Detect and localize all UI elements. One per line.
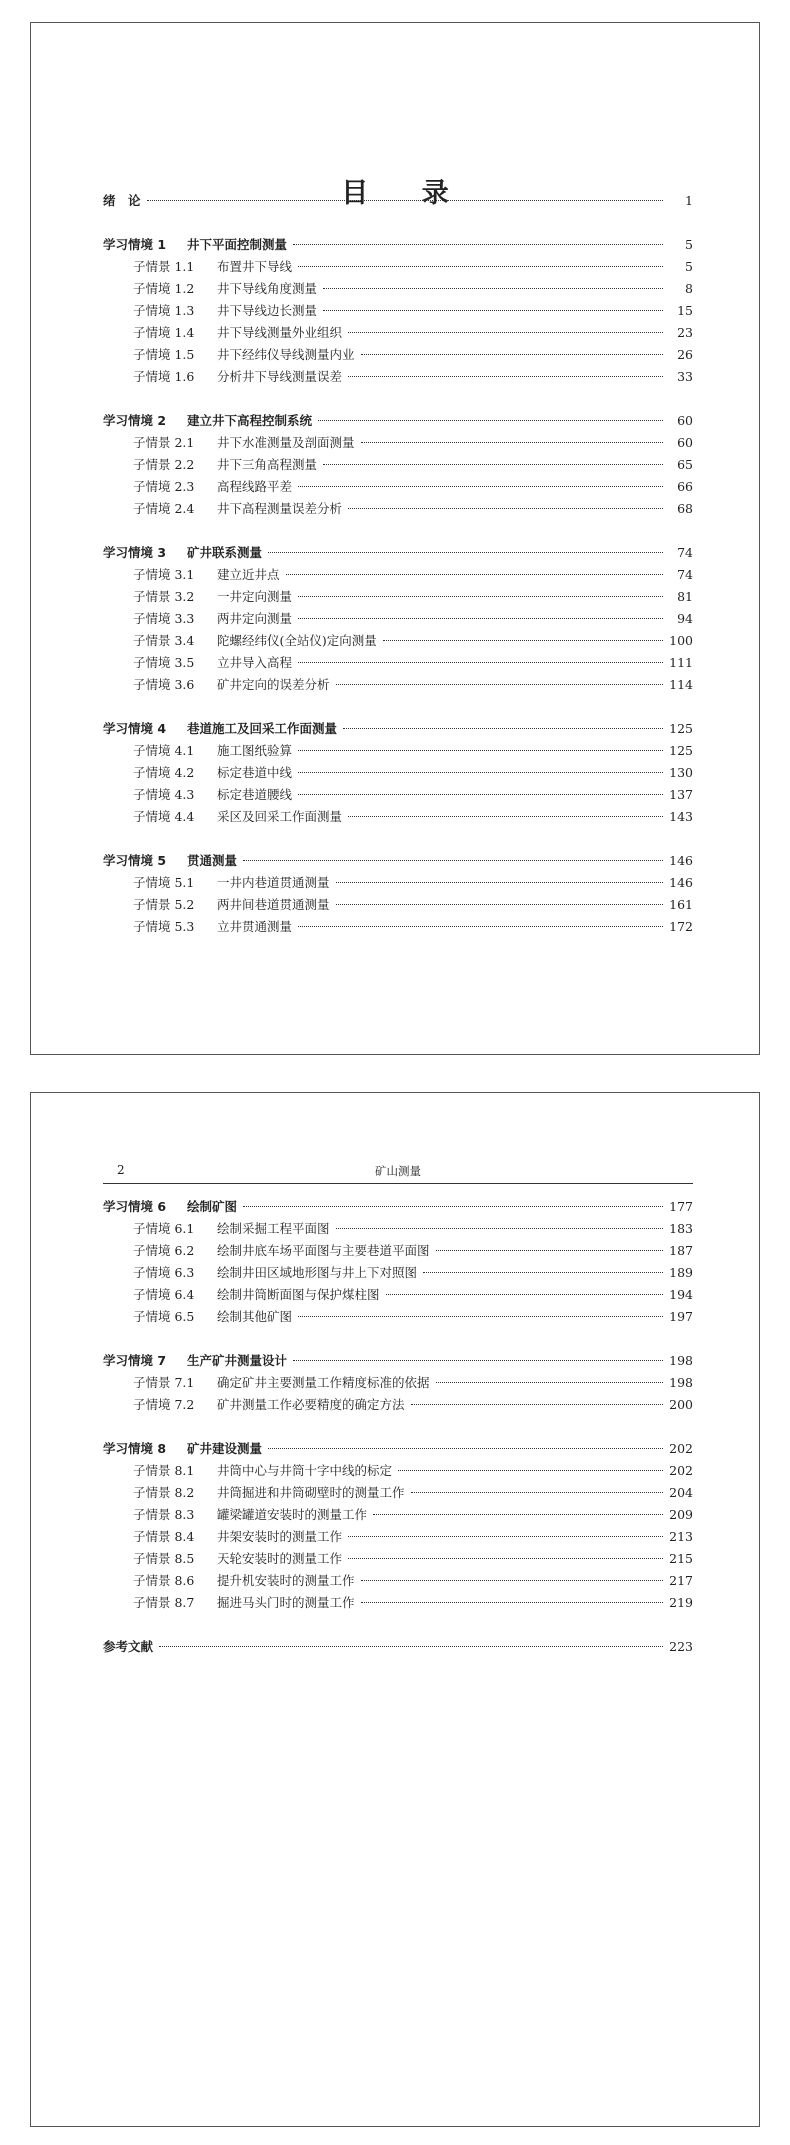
dot-leader <box>147 200 663 201</box>
toc-group <box>103 542 693 696</box>
dot-leader <box>298 750 663 751</box>
entry-title: 井下经纬仪导线测量内业 <box>217 347 355 362</box>
entry-label: 子情境 5.1 <box>133 875 195 890</box>
entry-page-number: 143 <box>669 809 693 824</box>
toc-group <box>103 234 693 388</box>
toc-chapter-entry[interactable] <box>103 1350 693 1372</box>
toc-section-entry[interactable] <box>103 256 693 278</box>
entry-label: 学习情境 5 <box>103 853 167 868</box>
toc-group <box>103 410 693 520</box>
toc-section-entry[interactable] <box>103 1394 693 1416</box>
toc-chapter-entry[interactable] <box>103 850 693 872</box>
entry-page-number: 94 <box>677 611 693 626</box>
toc-section-entry[interactable] <box>103 1526 693 1548</box>
entry-page-number: 183 <box>669 1221 693 1236</box>
entry-title: 井下平面控制测量 <box>187 237 288 252</box>
entry-label: 子情境 7.2 <box>133 1397 195 1412</box>
entry-page-number: 137 <box>669 787 693 802</box>
entry-title: 绘制井底车场平面图与主要巷道平面图 <box>217 1243 430 1258</box>
entry-page-number: 200 <box>669 1397 693 1412</box>
entry-label: 学习情境 7 <box>103 1353 167 1368</box>
entry-title: 立井导入高程 <box>217 655 293 670</box>
entry-title: 井筒掘进和井筒砌壁时的测量工作 <box>217 1485 405 1500</box>
entry-title: 井筒中心与井筒十字中线的标定 <box>217 1463 393 1478</box>
toc-section-entry[interactable] <box>103 278 693 300</box>
dot-leader <box>398 1470 663 1471</box>
toc-section-entry[interactable] <box>103 872 693 894</box>
entry-page-number: 8 <box>685 281 693 296</box>
dot-leader <box>361 1602 663 1603</box>
entry-label: 子情景 3.4 <box>133 633 195 648</box>
dot-leader <box>436 1250 663 1251</box>
entry-page-number: 202 <box>669 1441 693 1456</box>
dot-leader <box>348 376 663 377</box>
entry-title: 绘制井筒断面图与保护煤柱图 <box>217 1287 380 1302</box>
entry-page-number: 177 <box>669 1199 693 1214</box>
entry-label: 子情境 6.1 <box>133 1221 195 1236</box>
dot-leader <box>293 1360 663 1361</box>
toc-section-entry[interactable] <box>103 630 693 652</box>
dot-leader <box>318 420 663 421</box>
toc-heading: 目 录 <box>341 178 471 209</box>
toc-section-entry[interactable] <box>103 1372 693 1394</box>
dot-leader <box>286 574 663 575</box>
entry-page-number: 219 <box>669 1595 693 1610</box>
entry-title: 矿井建设测量 <box>187 1441 263 1456</box>
entry-label: 子情境 6.5 <box>133 1309 195 1324</box>
toc-chapter-entry[interactable] <box>103 1196 693 1218</box>
entry-page-number: 217 <box>669 1573 693 1588</box>
entry-page-number: 189 <box>669 1265 693 1280</box>
entry-title: 绘制井田区域地形图与井上下对照图 <box>217 1265 418 1280</box>
entry-page-number: 172 <box>669 919 693 934</box>
toc-section-entry[interactable] <box>103 1240 693 1262</box>
toc-chapter-entry[interactable] <box>103 718 693 740</box>
entry-label: 子情景 2.2 <box>133 457 195 472</box>
entry-title: 布置井下导线 <box>217 259 293 274</box>
entry-page-number: 198 <box>669 1353 693 1368</box>
dot-leader <box>298 596 663 597</box>
entry-page-number: 23 <box>677 325 693 340</box>
dot-leader <box>298 1316 663 1317</box>
entry-page-number: 1 <box>685 193 693 208</box>
entry-title: 天轮安装时的测量工作 <box>217 1551 343 1566</box>
entry-title: 绘制其他矿图 <box>217 1309 293 1324</box>
entry-page-number: 194 <box>669 1287 693 1302</box>
entry-label: 子情境 4.3 <box>133 787 195 802</box>
entry-title: 绘制矿图 <box>187 1199 238 1214</box>
toc-chapter-entry[interactable] <box>103 190 693 212</box>
toc-section-entry[interactable] <box>103 322 693 344</box>
entry-page-number: 5 <box>685 259 693 274</box>
entry-page-number: 198 <box>669 1375 693 1390</box>
dot-leader <box>383 640 663 641</box>
toc-section-entry[interactable] <box>103 366 693 388</box>
entry-page-number: 125 <box>669 743 693 758</box>
entry-page-number: 114 <box>669 677 693 692</box>
dot-leader <box>323 288 663 289</box>
entry-label: 子情境 3.6 <box>133 677 195 692</box>
entry-label: 子情境 6.4 <box>133 1287 195 1302</box>
entry-page-number: 161 <box>669 897 693 912</box>
toc-section-entry[interactable] <box>103 1548 693 1570</box>
entry-page-number: 215 <box>669 1551 693 1566</box>
entry-page-number: 125 <box>669 721 693 736</box>
entry-title: 分析井下导线测量误差 <box>217 369 343 384</box>
entry-page-number: 81 <box>677 589 693 604</box>
entry-label: 学习情境 1 <box>103 237 167 252</box>
toc-section-entry[interactable] <box>103 1306 693 1328</box>
entry-title: 标定巷道中线 <box>217 765 293 780</box>
toc-section-entry[interactable] <box>103 894 693 916</box>
entry-title: 矿井测量工作必要精度的确定方法 <box>217 1397 405 1412</box>
entry-title: 建立井下高程控制系统 <box>187 413 313 428</box>
entry-title: 绘制采掘工程平面图 <box>217 1221 330 1236</box>
dot-leader <box>361 1580 663 1581</box>
entry-title: 参考文献 <box>103 1639 154 1654</box>
entry-title: 井下水准测量及剖面测量 <box>217 435 355 450</box>
entry-label: 子情景 5.2 <box>133 897 195 912</box>
dot-leader <box>243 1206 663 1207</box>
toc-group <box>103 190 693 212</box>
entry-page-number: 26 <box>677 347 693 362</box>
entry-page-number: 130 <box>669 765 693 780</box>
dot-leader <box>348 1536 663 1537</box>
entry-label: 子情景 8.4 <box>133 1529 195 1544</box>
entry-page-number: 66 <box>677 479 693 494</box>
toc-section-entry[interactable] <box>103 1504 693 1526</box>
entry-label: 学习情境 4 <box>103 721 167 736</box>
toc-section-entry[interactable] <box>103 454 693 476</box>
entry-title: 井下导线测量外业组织 <box>217 325 343 340</box>
entry-label: 子情境 2.3 <box>133 479 195 494</box>
dot-leader <box>343 728 663 729</box>
entry-title: 标定巷道腰线 <box>217 787 293 802</box>
toc-section-entry[interactable] <box>103 1284 693 1306</box>
entry-title: 提升机安装时的测量工作 <box>217 1573 355 1588</box>
entry-title: 掘进马头门时的测量工作 <box>217 1595 355 1610</box>
toc-group <box>103 1196 693 1328</box>
entry-label: 子情境 6.3 <box>133 1265 195 1280</box>
entry-label: 子情境 1.3 <box>133 303 195 318</box>
entry-label: 子情景 1.1 <box>133 259 195 274</box>
entry-page-number: 209 <box>669 1507 693 1522</box>
entry-title: 一井定向测量 <box>217 589 293 604</box>
dot-leader <box>348 508 663 509</box>
entry-page-number: 60 <box>677 413 693 428</box>
entry-page-number: 15 <box>677 303 693 318</box>
toc-section-entry[interactable] <box>103 476 693 498</box>
entry-label: 学习情境 3 <box>103 545 167 560</box>
toc-group <box>103 850 693 938</box>
entry-title: 高程线路平差 <box>217 479 293 494</box>
dot-leader <box>159 1646 663 1647</box>
entry-page-number: 33 <box>677 369 693 384</box>
dot-leader <box>293 244 663 245</box>
entry-label: 子情景 2.1 <box>133 435 195 450</box>
entry-label: 子情境 6.2 <box>133 1243 195 1258</box>
entry-label: 学习情境 6 <box>103 1199 167 1214</box>
toc-section-entry[interactable] <box>103 608 693 630</box>
entry-label: 子情境 4.1 <box>133 743 195 758</box>
toc-chapter-entry[interactable] <box>103 1438 693 1460</box>
entry-title: 施工图纸验算 <box>217 743 293 758</box>
toc-group <box>103 1350 693 1416</box>
dot-leader <box>348 1558 663 1559</box>
toc-section-entry[interactable] <box>103 806 693 828</box>
entry-title: 立井贯通测量 <box>217 919 293 934</box>
entry-page-number: 223 <box>669 1639 693 1654</box>
entry-page-number: 146 <box>669 875 693 890</box>
dot-leader <box>411 1492 663 1493</box>
dot-leader <box>336 684 663 685</box>
dot-leader <box>386 1294 663 1295</box>
header-book-title: 矿山测量 <box>375 1164 421 1178</box>
dot-leader <box>361 354 663 355</box>
toc-section-entry[interactable] <box>103 586 693 608</box>
entry-page-number: 68 <box>677 501 693 516</box>
dot-leader <box>298 662 663 663</box>
toc-chapter-entry[interactable] <box>103 410 693 432</box>
entry-page-number: 146 <box>669 853 693 868</box>
dot-leader <box>411 1404 663 1405</box>
toc-section-entry[interactable] <box>103 498 693 520</box>
dot-leader <box>323 310 663 311</box>
entry-label: 子情境 1.6 <box>133 369 195 384</box>
entry-title: 采区及回采工作面测量 <box>217 809 343 824</box>
toc-section-entry[interactable] <box>103 1460 693 1482</box>
dot-leader <box>423 1272 663 1273</box>
toc-section-entry[interactable] <box>103 1592 693 1614</box>
dot-leader <box>298 618 663 619</box>
entry-label: 子情境 1.5 <box>133 347 195 362</box>
dot-leader <box>268 552 663 553</box>
toc-section-entry[interactable] <box>103 1218 693 1240</box>
entry-label: 子情境 3.5 <box>133 655 195 670</box>
toc-section-entry[interactable] <box>103 1482 693 1504</box>
toc-group <box>103 718 693 828</box>
dot-leader <box>348 816 663 817</box>
entry-label: 子情景 8.6 <box>133 1573 195 1588</box>
running-header <box>103 1161 693 1184</box>
dot-leader <box>323 464 663 465</box>
toc-section-entry[interactable] <box>103 1262 693 1284</box>
toc-entries <box>103 1196 693 1680</box>
entry-title: 井下三角高程测量 <box>217 457 318 472</box>
toc-section-entry[interactable] <box>103 652 693 674</box>
dot-leader <box>436 1382 663 1383</box>
entry-title: 井下导线角度测量 <box>217 281 318 296</box>
dot-leader <box>348 332 663 333</box>
toc-section-entry[interactable] <box>103 740 693 762</box>
entry-title: 建立近井点 <box>217 567 280 582</box>
dot-leader <box>298 266 663 267</box>
toc-entries <box>103 190 693 960</box>
entry-page-number: 100 <box>669 633 693 648</box>
entry-label: 子情景 8.1 <box>133 1463 195 1478</box>
dot-leader <box>268 1448 663 1449</box>
entry-label: 子情境 1.4 <box>133 325 195 340</box>
toc-chapter-entry[interactable] <box>103 542 693 564</box>
entry-page-number: 213 <box>669 1529 693 1544</box>
entry-page-number: 202 <box>669 1463 693 1478</box>
entry-label: 学习情境 2 <box>103 413 167 428</box>
dot-leader <box>373 1514 663 1515</box>
entry-page-number: 5 <box>685 237 693 252</box>
entry-page-number: 60 <box>677 435 693 450</box>
dot-leader <box>336 1228 663 1229</box>
entry-label: 子情境 4.2 <box>133 765 195 780</box>
toc-group <box>103 1438 693 1614</box>
toc-section-entry[interactable] <box>103 762 693 784</box>
dot-leader <box>298 486 663 487</box>
entry-label: 子情境 3.3 <box>133 611 195 626</box>
entry-title: 井下导线边长测量 <box>217 303 318 318</box>
entry-title: 罐梁罐道安装时的测量工作 <box>217 1507 368 1522</box>
entry-title: 巷道施工及回采工作面测量 <box>187 721 338 736</box>
entry-page-number: 74 <box>677 567 693 582</box>
entry-page-number: 197 <box>669 1309 693 1324</box>
dot-leader <box>298 772 663 773</box>
entry-page-number: 74 <box>677 545 693 560</box>
dot-leader <box>243 860 663 861</box>
entry-title: 确定矿井主要测量工作精度标准的依据 <box>217 1375 430 1390</box>
entry-title: 矿井联系测量 <box>187 545 263 560</box>
entry-title: 矿井定向的误差分析 <box>217 677 330 692</box>
entry-title: 两井定向测量 <box>217 611 293 626</box>
entry-page-number: 187 <box>669 1243 693 1258</box>
entry-label: 子情境 4.4 <box>133 809 195 824</box>
entry-title: 贯通测量 <box>187 853 238 868</box>
dot-leader <box>298 794 663 795</box>
entry-title: 生产矿井测量设计 <box>187 1353 288 1368</box>
toc-chapter-entry[interactable] <box>103 234 693 256</box>
entry-label: 子情景 3.2 <box>133 589 195 604</box>
toc-page-2 <box>30 1092 760 2127</box>
entry-page-number: 111 <box>669 655 693 670</box>
dot-leader <box>336 904 663 905</box>
entry-label: 子情景 8.2 <box>133 1485 195 1500</box>
entry-label: 子情景 8.7 <box>133 1595 195 1610</box>
entry-label: 子情境 1.2 <box>133 281 195 296</box>
toc-section-entry[interactable] <box>103 1570 693 1592</box>
toc-section-entry[interactable] <box>103 344 693 366</box>
toc-section-entry[interactable] <box>103 916 693 938</box>
toc-chapter-entry[interactable] <box>103 1636 693 1658</box>
entry-title: 陀螺经纬仪(全站仪)定向测量 <box>217 633 377 648</box>
toc-section-entry[interactable] <box>103 674 693 696</box>
entry-title: 两井间巷道贯通测量 <box>217 897 330 912</box>
entry-title: 绪 论 <box>103 193 141 208</box>
entry-label: 学习情境 8 <box>103 1441 167 1456</box>
entry-page-number: 65 <box>677 457 693 472</box>
entry-title: 井架安装时的测量工作 <box>217 1529 343 1544</box>
toc-section-entry[interactable] <box>103 564 693 586</box>
toc-section-entry[interactable] <box>103 432 693 454</box>
dot-leader <box>298 926 663 927</box>
entry-label: 子情境 3.1 <box>133 567 195 582</box>
toc-page-1 <box>30 22 760 1055</box>
entry-label: 子情景 8.5 <box>133 1551 195 1566</box>
entry-label: 子情景 7.1 <box>133 1375 195 1390</box>
dot-leader <box>336 882 663 883</box>
entry-title: 一井内巷道贯通测量 <box>217 875 330 890</box>
entry-label: 子情境 5.3 <box>133 919 195 934</box>
dot-leader <box>361 442 663 443</box>
toc-section-entry[interactable] <box>103 784 693 806</box>
header-page-number: 2 <box>117 1163 125 1177</box>
toc-section-entry[interactable] <box>103 300 693 322</box>
entry-label: 子情境 2.4 <box>133 501 195 516</box>
entry-title: 井下高程测量误差分析 <box>217 501 343 516</box>
entry-page-number: 204 <box>669 1485 693 1500</box>
entry-label: 子情景 8.3 <box>133 1507 195 1522</box>
toc-group <box>103 1636 693 1658</box>
